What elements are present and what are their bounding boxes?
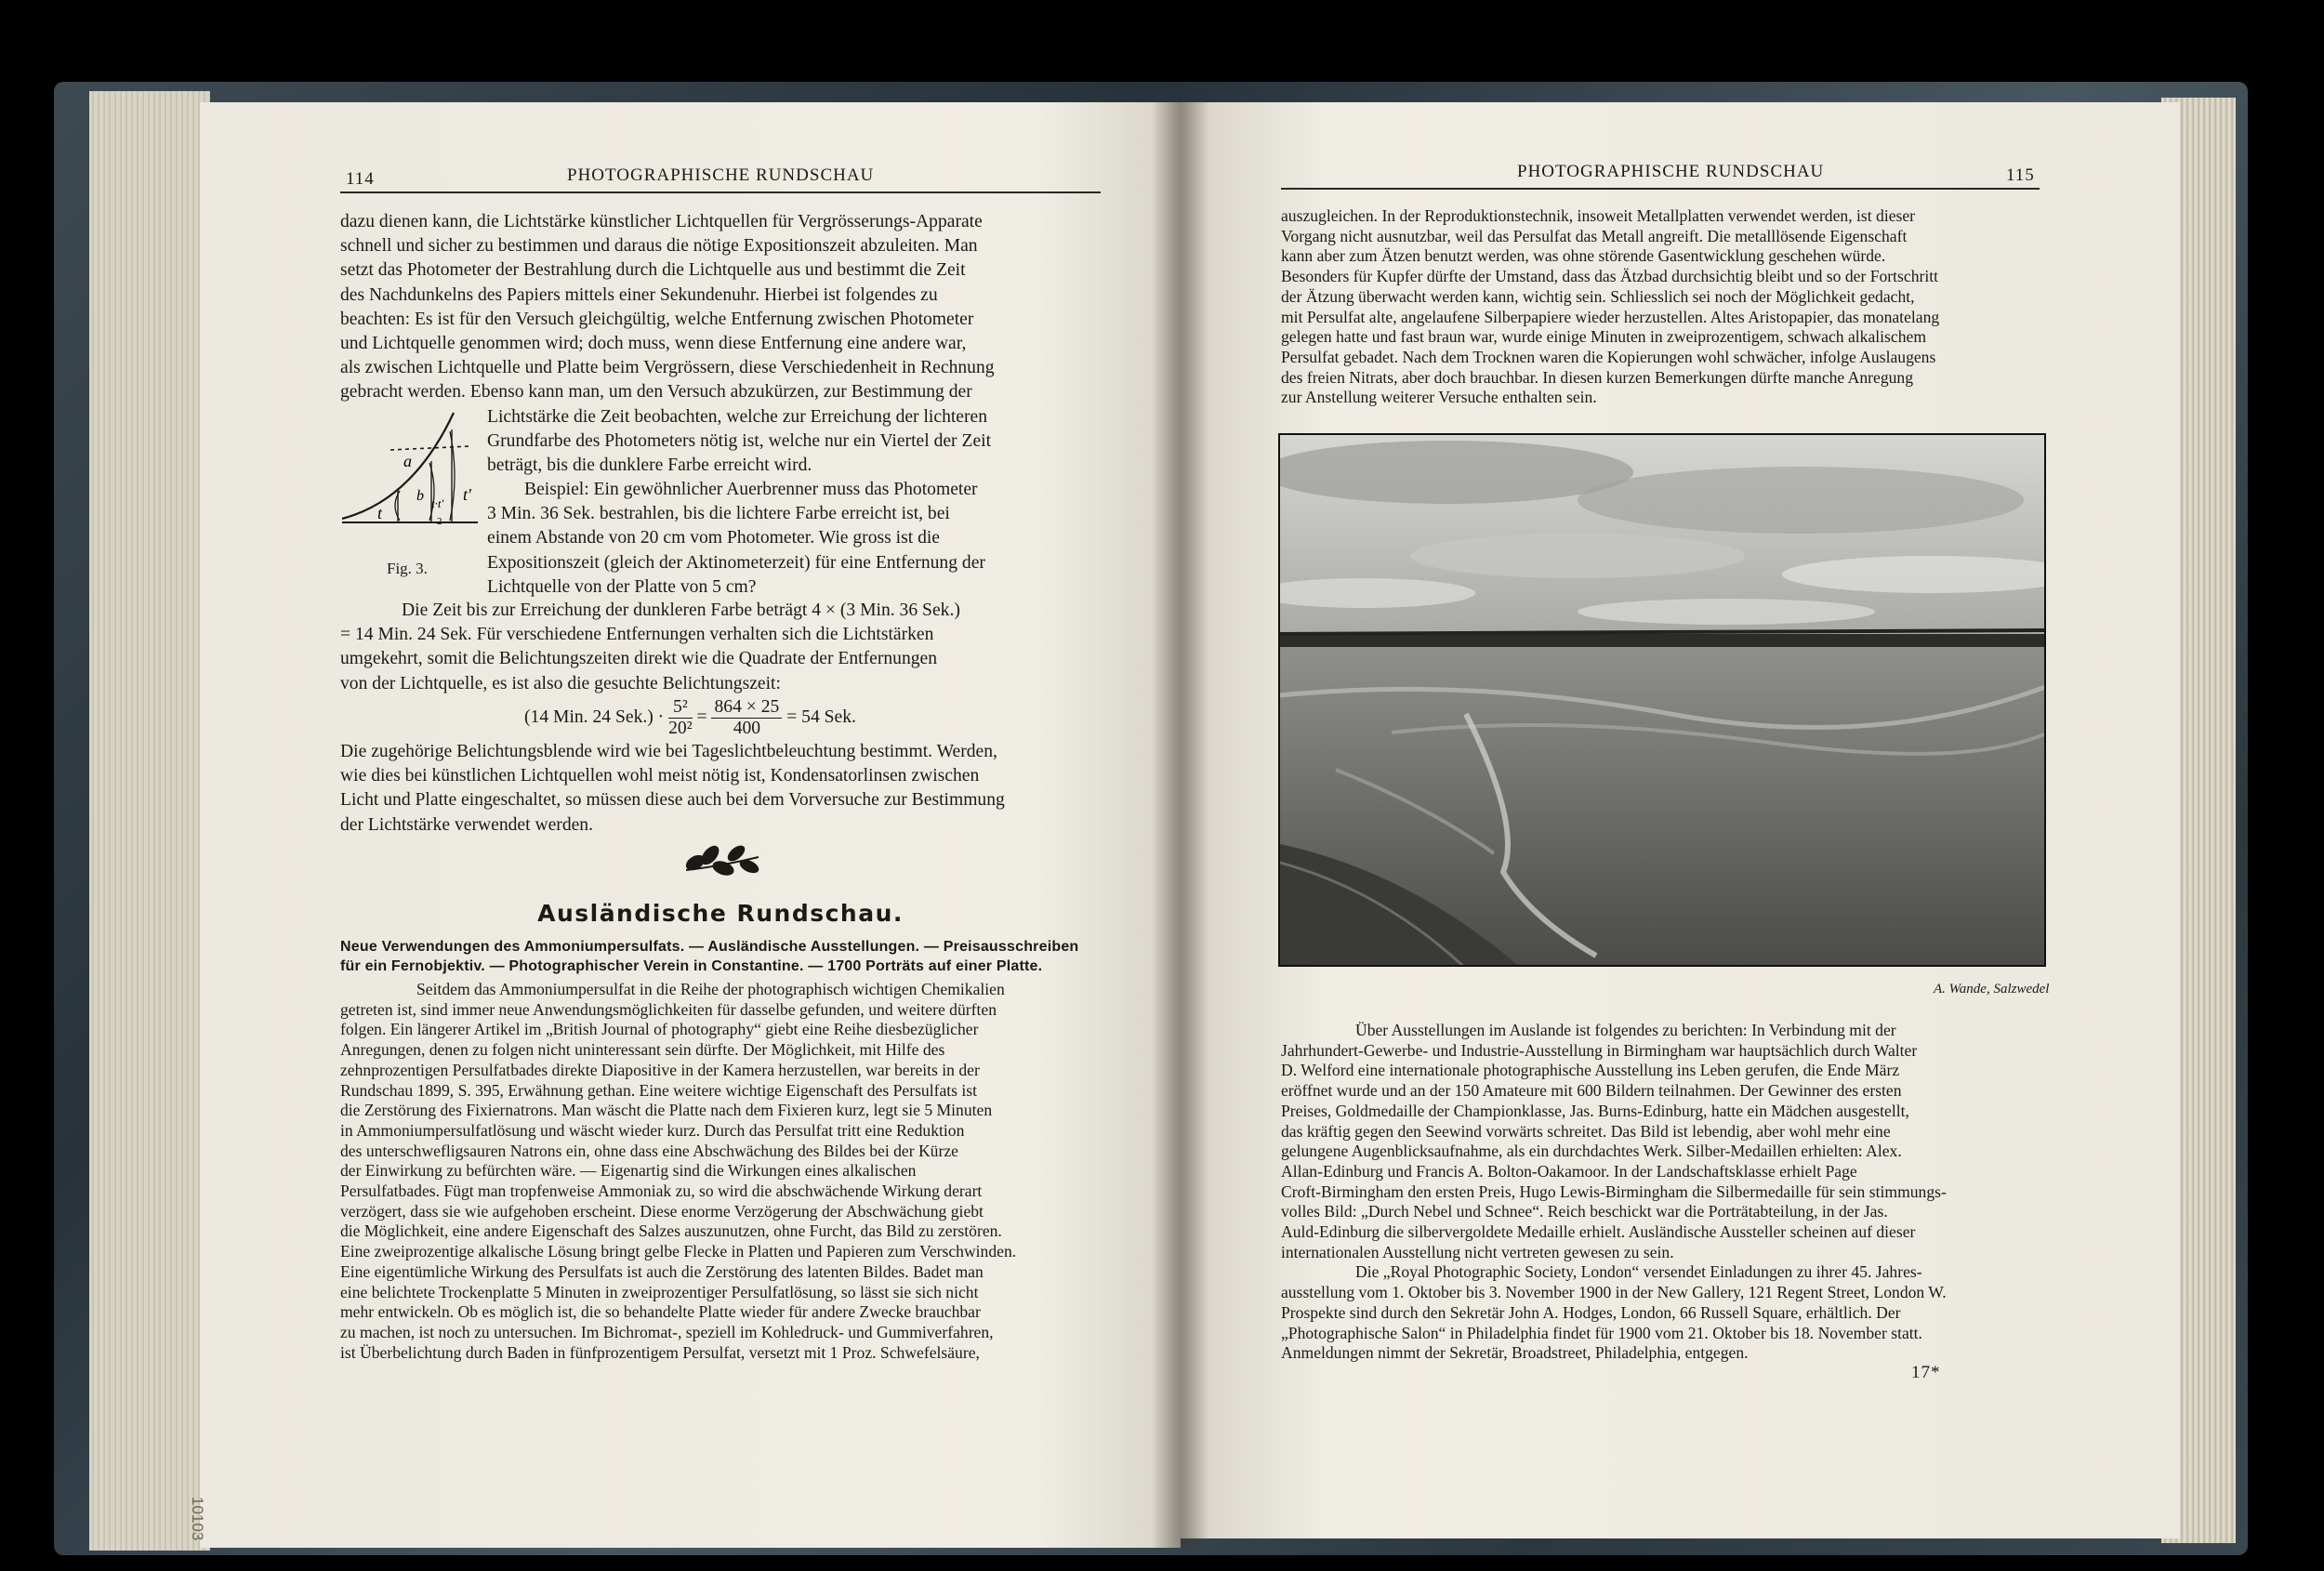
figure-label-tprime: t'	[463, 485, 471, 504]
right-header-rule	[1281, 188, 2040, 190]
margin-stamp: 10103	[189, 1497, 206, 1541]
formula-fraction-2: $\frac{864 \times 25}{400}$	[711, 697, 782, 739]
right-running-head: PHOTOGRAPHISCHE RUNDSCHAU	[1517, 162, 1825, 181]
figure-3-diagram	[338, 409, 487, 558]
left-wrap-text-2: Beispiel: Ein gewöhnlicher Auerbrenner muss das Photometer 3 Min. 36 Sek. bestrahlen, bis die lichtere Farbe erreicht ist, bei einem Abstande von 20 cm vom Photometer. Wie gross ist die Expositionszeit (gleich der Aktinometerzeit) für eine Entfernung der Lichtquelle von der Platte von 5 cm?	[487, 480, 985, 597]
formula-fraction-1: $\frac{\text{5²}}{\text{20²}}$	[668, 697, 693, 738]
left-article-text: Seitdem das Ammoniumpersulfat in die Reihe der photographisch wichtigen Chemikalien getreten ist, sind immer neue Anwendungsmöglichkeiten für dasselbe gefunden, und weitere dürften folgen. Ein längerer Artikel im „British Journal of photography“ giebt eine Reihe diesbezüglicher Anregungen, denen zu folgen nicht uninteressant sein dürfte. Der Möglichkeit, mit Hilfe des zehnprozentigen Persulfatbades direkte Diapositive in der Kamera herzustellen, war bereits in der Rundschau 1899, S. 395, Erwähnung gethan. Eine weitere wichtige Eigenschaft des Persulfats ist die Zerstörung des Fixiernatrons. Man wäscht die Platte nach dem Fixieren kurz, legt sie 5 Minuten in Ammoniumpersulfatlösung und wäscht wieder kurz. Durch das Persulfat tritt eine Reduktion des unterschwefligsauren Natrons ein, ohne dass eine Abschwächung des Bildes bei der Kürze der Einwirkung zu befürchten wäre. — Eigenartig sind die Wirkungen eines alkalischen Persulfatbades. Fügt man tropfenweise Ammoniak zu, so wird die abschwächende Wirkung derart verzögert, dass sie wie aufgehoben erscheint. Diese enorme Verzögerung der Abschwächung giebt die Möglichkeit, eine andere Eigenschaft des Salzes auszunutzen, ohne Furcht, das Bild zu zerstören. Eine zweiprozentige alkalische Lösung bringt gelbe Flecke in Platten und Papieren zum Verschwinden. Eine eigentümliche Wirkung des Persulfats ist auch die Zerstörung des latenten Bildes. Badet man eine belichtete Trockenplatte 5 Minuten in zweiprozentiger Persulfatlösung, so lässt sie sich nicht mehr entwickeln. Ob es möglich ist, die so behandelte Platte wieder für andere Zwecke brauchbar zu machen, ist noch zu untersuchen. Im Bichromat-, speziell im Kohledruck- und Gummiverfahren, ist Überbelichtung durch Baden in fünfprozentigem Persulfat, versetzt mit 1 Proz. Schwefelsäure,	[340, 980, 1017, 1362]
figure-label-tt: t·t'	[431, 496, 444, 510]
formula-result: = 54 Sek.	[786, 707, 856, 727]
section-title: Ausländische Rundschau.	[537, 900, 904, 927]
formula-equals: =	[696, 707, 707, 727]
leaf-ornament	[682, 844, 762, 879]
formula-lead: (14 Min. 24 Sek.) ·	[524, 707, 665, 727]
left-page-number: 114	[346, 169, 375, 189]
page-edges-left	[89, 91, 210, 1551]
figure-caption: Fig. 3.	[387, 560, 428, 577]
right-bottom-text: Über Ausstellungen im Auslande ist folgendes zu berichten: In Verbindung mit der Jahrhundert-Gewerbe- und Industrie-Ausstellung in Birmingham war hauptsächlich durch Walter D. Welford eine internationale photographische Ausstellung ins Leben gerufen, die Ende März eröffnet wurde und an der 150 Amateure mit 600 Bildern teilnahmen. Der Gewinner des ersten Preises, Goldmedaille der Championklasse, Jas. Burns-Edinburg, hatte ein Mädchen ausgestellt, das kräftig gegen den Seewind vorwärts schreitet. Das Bild ist lebendig, aber wohl mehr eine gelungene Augenblicksaufnahme, als ein durchdachtes Werk. Silber-Medaillen erhielten: Alex. Allan-Edinburg und Francis A. Bolton-Oakamoor. In der Landschaftsklasse erhielt Page Croft-Birmingham den ersten Preis, Hugo Lewis-Birmingham die Silbermedaille für sein stimmungs- volles Bild: „Durch Nebel und Schnee“. Reich beschickt war die Porträtabteilung, in der Jas. Auld-Edinburg die silbervergoldete Medaille erhielt. Ausländische Aussteller scheinen auf dieser internationalen Ausstellung nicht vertreten gewesen zu sein. Die „Royal Photographic Society, London“ versendet Einladungen zu ihrer 45. Jahres- ausstellung vom 1. Oktober bis 3. November 1900 in der New Gallery, 121 Regent Street, London W. Prospekte sind durch den Sekretär John A. Hodges, London, 66 Russell Square, erhältlich. Der „Photographische Salon“ in Philadelphia findet für 1900 vom 21. Oktober bis 18. November statt. Anmeldungen nimmt der Sekretär, Broadstreet, Philadelphia, entgegen.	[1281, 1021, 1947, 1363]
right-page-number: 115	[2006, 165, 2035, 185]
signature-mark: 17*	[1911, 1363, 1941, 1382]
photo-credit: A. Wande, Salzwedel	[1934, 982, 2050, 997]
figure-label-2: 2	[437, 516, 442, 527]
left-paragraph-1: dazu dienen kann, die Lichtstärke künstlicher Lichtquellen für Vergrösserungs-Apparate schnell und sicher zu bestimmen und daraus die nötige Expositionszeit abzuleiten. Man setzt das Photometer der Bestrahlung durch die Lichtquelle aus und bestimmt die Zeit des Nachdunkelns des Papiers mittels einer Sekundenuhr. Hierbei ist folgendes zu beachten: Es ist für den Versuch gleichgültig, welche Entfernung zwischen Photometer und Lichtquelle genommen wird; doch muss, wenn diese Entfernung eine andere war, als zwischen Lichtquelle und Platte beim Vergrössern, diese Verschiedenheit in Rechnung gebracht werden. Ebenso kann man, um den Versuch abzukürzen, zur Bestimmung der	[340, 212, 995, 403]
left-header-rule	[340, 191, 1101, 193]
right-top-text: auszugleichen. In der Reproduktionstechnik, insoweit Metallplatten verwendet werden, ist dieser Vorgang nicht ausnutzbar, weil das Persulfat das Metall angreift. Die metalllösende Eigenschaft kann aber zum Ätzen benutzt werden, was ohne störende Gasentwicklung geschehen würde. Besonders für Kupfer dürfte der Umstand, dass das Ätzbad durchsichtig bleibt und so der Fortschritt der Ätzung überwacht werden kann, wichtig sein. Schliesslich sei noch der Möglichkeit gedacht, mit Persulfat alte, angelaufene Silberpapiere wieder herzustellen. Altes Aristopapier, das monatelang gelegen hatte und fast braun war, wurde einige Minuten in zweiprozentigem, schwach alkalischem Persulfat gebadet. Nach dem Trocknen waren die Kopierungen wohl schwächer, infolge Auslaugens des freien Nitrats, aber doch brauchbar. In diesen kurzen Bemerkungen dürfte manche Anregung zur Anstellung weiterer Versuche enthalten sein.	[1281, 206, 1940, 407]
left-paragraph-3: Die Zeit bis zur Erreichung der dunkleren Farbe beträgt 4 × (3 Min. 36 Sek.) = 14 Min. 24 Sek. Für verschiedene Entfernungen verhalten sich die Lichtstärken umgekehrt, somit die Belichtungszeiten direkt wie die Quadrate der Entfernungen von der Lichtquelle, es ist also die gesuchte Belichtungszeit:	[340, 601, 960, 693]
left-running-head: PHOTOGRAPHISCHE RUNDSCHAU	[567, 165, 875, 185]
figure-label-t: t	[377, 504, 383, 522]
photo-lake-waves	[1278, 433, 2046, 967]
left-paragraph-4: Die zugehörige Belichtungsblende wird wie bei Tageslichtbeleuchtung bestimmt. Werden, wie dies bei künstlichen Lichtquellen wohl meist nötig ist, Kondensatorlinsen zwischen Licht und Platte eingeschaltet, so müssen diese auch bei dem Vorversuche zur Bestimmung der Lichtstärke verwendet werden.	[340, 742, 1005, 835]
section-summary: Neue Verwendungen des Ammoniumpersulfats. — Ausländische Ausstellungen. — Preisausschreiben für ein Fernobjektiv. — Photographischer Verein in Constantine. — 1700 Porträts auf einer Platte.	[340, 939, 1079, 974]
left-wrap-text-1: Lichtstärke die Zeit beobachten, welche zur Erreichung der lichteren Grundfarbe des Photometers nötig ist, welche nur ein Viertel der Zeit beträgt, bis die dunklere Farbe erreicht wird.	[487, 407, 992, 476]
spine-shadow	[1153, 102, 1208, 1548]
figure-label-b: b	[416, 488, 424, 504]
exposure-formula	[524, 697, 856, 739]
figure-label-a: a	[403, 452, 412, 470]
